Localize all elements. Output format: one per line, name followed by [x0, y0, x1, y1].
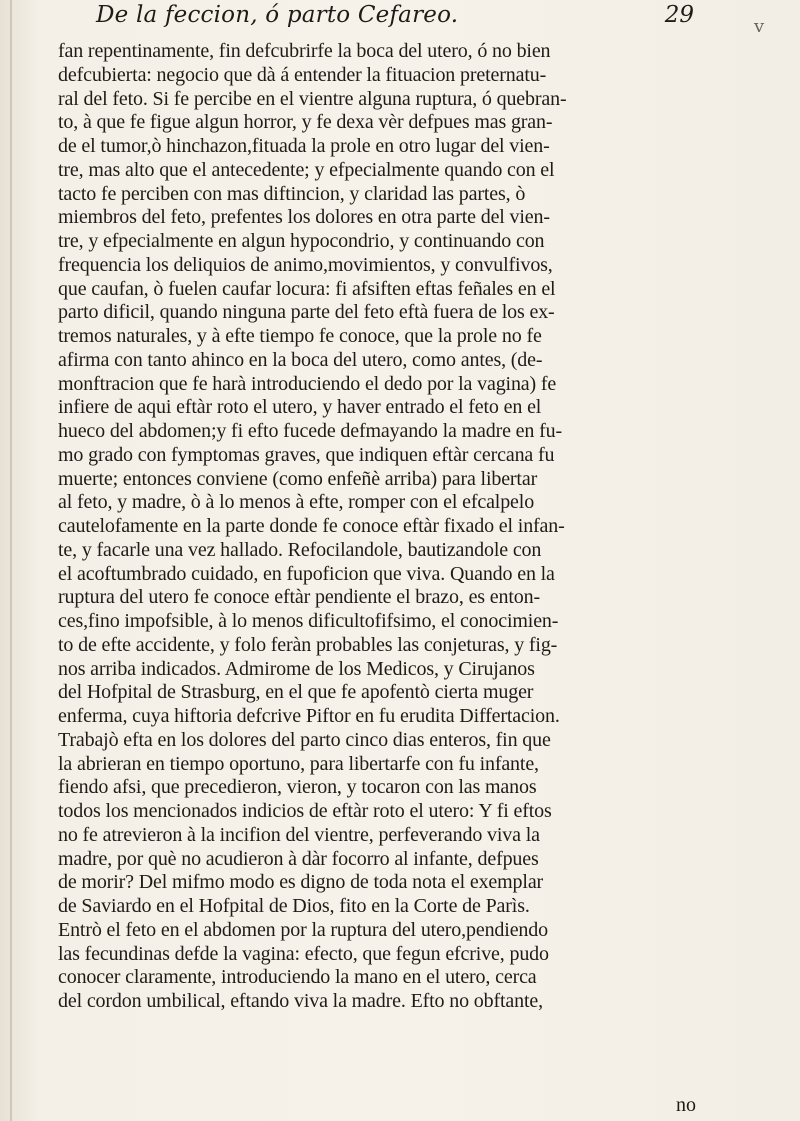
text-line: fiendo afsi, que precedieron, vieron, y tocaron con las manos [58, 776, 537, 799]
text-line: de morir? Del mifmo modo es digno de toda nota el exemplar [58, 871, 544, 894]
catchword: no [676, 1094, 696, 1116]
text-line: monftracion que fe harà introduciendo el dedo por la vagina) fe [58, 372, 557, 395]
text-line: fan repentinamente, fin defcubrirfe la boca del utero, ó no bien [58, 40, 551, 62]
text-line: ces,fino impofsible, à lo menos dificultofifsimo, el conocimien- [58, 610, 559, 632]
text-line: tremos naturales, y à efte tiempo fe conoce, que la prole no fe [58, 325, 542, 347]
page-number: 29 [664, 2, 694, 28]
text-line: madre, por què no acudieron à dàr focorro al infante, defpues [58, 847, 539, 870]
text-line: cautelofamente en la parte donde fe conoce eftàr fixado el infan- [58, 515, 565, 537]
text-line: nos arriba indicados. Admirome de los Medicos, y Cirujanos [58, 657, 535, 680]
text-line: mo grado con fymptomas graves, que indiquen eftàr cercana fu [58, 443, 555, 466]
text-line: que caufan, ò fuelen caufar locura: fi afsiften eftas feñales en el [58, 277, 556, 300]
text-line: infiere de aqui eftàr roto el utero, y haver entrado el feto en el [58, 396, 542, 419]
running-title: De la feccion, ó parto Cefareo. [96, 2, 459, 28]
text-line: defcubierta: negocio que dà á entender la fituacion preternatu- [58, 63, 547, 86]
margin-mark: v [754, 16, 765, 37]
text-line: la abrieran en tiempo oportuno, para libertarfe con fu infante, [58, 752, 539, 775]
text-line: ral del feto. Si fe percibe en el vientre alguna ruptura, ó quebran- [58, 87, 567, 110]
page-footer [0, 1094, 800, 1118]
text-line: frequencia los deliquios de animo,movimientos, y convulfivos, [58, 253, 553, 276]
text-line: de Saviardo en el Hofpital de Dios, fito en la Corte de Parìs. [58, 895, 530, 917]
text-line: al feto, y madre, ò à lo menos à efte, romper con el efcalpelo [58, 491, 535, 514]
text-line: tacto fe perciben con mas diftincion, y claridad las partes, ò [58, 182, 526, 205]
body-text [58, 40, 800, 1014]
text-line: te, y facarle una vez hallado. Refocilandole, bautizandole con [58, 538, 542, 561]
binding-gutter [10, 0, 12, 1121]
text-line: tre, y efpecialmente en algun hypocondrio, y continuando con [58, 230, 545, 252]
text-line: muerte; entonces conviene (como enfeñè arriba) para libertar [58, 467, 538, 490]
text-line: todos los mencionados indicios de eftàr roto el utero: Y fi eftos [58, 800, 552, 822]
text-line: ruptura del utero fe conoce eftàr pendiente el brazo, es enton- [58, 586, 540, 609]
page-header [60, 0, 700, 40]
text-line: miembros del feto, prefentes los dolores en otra parte del vien- [58, 206, 550, 229]
text-line: no fe atrevieron à la incifion del vientre, perfeverando viva la [58, 823, 540, 846]
text-line: Trabajò efta en los dolores del parto cinco dias enteros, fin que [58, 728, 551, 751]
text-line: del Hofpital de Strasburg, en el que fe apofentò cierta muger [58, 681, 534, 704]
text-line: las fecundinas defde la vagina: efecto, que fegun efcrive, pudo [58, 942, 549, 965]
text-line: Entrò el feto en el abdomen por la ruptura del utero,pendiendo [58, 918, 548, 941]
text-line: de el tumor,ò hinchazon,fituada la prole en otro lugar del vien- [58, 135, 550, 157]
text-line: afirma con tanto ahinco en la boca del utero, como antes, (de- [58, 348, 543, 371]
text-line: to, à que fe figue algun horror, y fe dexa vèr defpues mas gran- [58, 111, 553, 134]
text-line: del cordon umbilical, eftando viva la madre. Efto no obftante, [58, 990, 543, 1012]
text-line: to de efte accidente, y folo feràn probables las conjeturas, y fig- [58, 633, 558, 656]
text-line: el acoftumbrado cuidado, en fupoficion que viva. Quando en la [58, 562, 555, 585]
text-line: parto dificil, quando ninguna parte del feto eftà fuera de los ex- [58, 301, 555, 324]
text-line: conocer claramente, introduciendo la mano en el utero, cerca [58, 966, 537, 989]
text-line: enferma, cuya hiftoria defcrive Piftor en fu erudita Differtacion. [58, 705, 560, 727]
text-line: tre, mas alto que el antecedente; y efpecialmente quando con el [58, 158, 555, 181]
text-line: hueco del abdomen;y fi efto fucede defmayando la madre en fu- [58, 420, 562, 442]
